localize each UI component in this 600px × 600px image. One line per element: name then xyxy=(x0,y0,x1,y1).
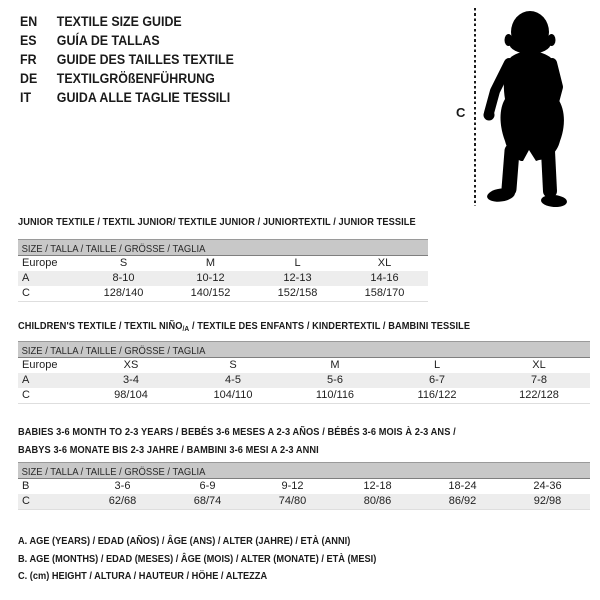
height-dashed-line xyxy=(474,8,476,206)
value-cell: 104/110 xyxy=(213,389,253,401)
language-code: ES xyxy=(20,33,37,48)
table-row-height-cm xyxy=(18,286,428,301)
table-row-europe xyxy=(18,358,590,373)
language-title: GUIDA ALLE TAGLIE TESSILI xyxy=(56,90,231,105)
value-cell: 6-7 xyxy=(429,374,445,386)
size-cell: XL xyxy=(532,359,546,371)
size-header-label: SIZE / TALLA / TAILLE / GRÖSSE / TAGLIA xyxy=(21,243,206,255)
junior-size-table xyxy=(18,239,428,302)
value-cell: 12-13 xyxy=(283,272,312,284)
table-row-age-months xyxy=(18,479,590,494)
table-row-age-years xyxy=(18,271,428,286)
value-cell: 4-5 xyxy=(225,374,241,386)
size-cell: XS xyxy=(123,359,139,371)
value-cell: 74/80 xyxy=(278,495,307,507)
row-label: C xyxy=(22,389,30,401)
value-cell: 12-18 xyxy=(363,480,392,492)
language-code: DE xyxy=(20,71,38,86)
row-label: Europe xyxy=(22,359,58,371)
table-row-height-cm xyxy=(18,388,590,403)
children-heading-subscript: /A xyxy=(182,324,190,333)
footnote-age-months: B. AGE (MONTHS) / EDAD (MESES) / ÂGE (MOIS) / ALTER (MONATE) / ETÀ (MESI) xyxy=(18,552,377,565)
footnote-height-cm: C. (cm) HEIGHT / ALTURA / HAUTEUR / HÖHE / ALTEZZA xyxy=(18,570,268,582)
value-cell: 7-8 xyxy=(531,374,547,386)
language-title: GUÍA DE TALLAS xyxy=(56,33,160,48)
size-cell: S xyxy=(229,359,237,371)
language-code: IT xyxy=(20,90,32,105)
value-cell: 3-4 xyxy=(123,374,139,386)
value-cell: 10-12 xyxy=(196,272,225,284)
language-code: EN xyxy=(20,14,38,29)
value-cell: 3-6 xyxy=(114,480,131,492)
size-cell: M xyxy=(205,257,216,269)
row-label: A xyxy=(22,272,30,284)
value-cell: 62/68 xyxy=(108,495,137,507)
row-label: Europe xyxy=(22,257,58,269)
value-cell: 140/152 xyxy=(190,287,231,299)
children-size-table xyxy=(18,341,590,404)
value-cell: 5-6 xyxy=(327,374,343,386)
baby-silhouette-icon xyxy=(479,3,591,211)
value-cell: 80/86 xyxy=(363,495,392,507)
footnote-legend xyxy=(18,533,376,586)
babies-size-table xyxy=(18,462,590,510)
value-cell: 86/92 xyxy=(448,495,477,507)
language-list xyxy=(20,12,234,107)
footnote-age-years: A. AGE (YEARS) / EDAD (AÑOS) / ÂGE (ANS) / ALTER (JAHRE) / ETÀ (ANNI) xyxy=(18,535,351,547)
size-cell: XL xyxy=(377,257,392,269)
language-title: TEXTILE SIZE GUIDE xyxy=(56,14,182,29)
children-table-heading xyxy=(18,320,470,333)
babies-heading-line2: BABYS 3-6 MONATE BIS 2-3 JAHRE / BAMBINI 3-6 MESI A 2-3 ANNI xyxy=(18,444,319,456)
value-cell: 116/122 xyxy=(417,389,457,401)
size-cell: L xyxy=(294,257,301,269)
children-heading-text: / TEXTILE DES ENFANTS / KINDERTEXTIL / BAMBINI TESSILE xyxy=(189,320,471,332)
language-row-en xyxy=(20,12,234,31)
junior-table-heading: JUNIOR TEXTILE / TEXTIL JUNIOR/ TEXTILE JUNIOR / JUNIORTEXTIL / JUNIOR TESSILE xyxy=(18,216,416,228)
value-cell: 14-16 xyxy=(370,272,399,284)
value-cell: 9-12 xyxy=(281,480,304,492)
babies-heading-line1: BABIES 3-6 MONTH TO 2-3 YEARS / BEBÉS 3-6 MESES A 2-3 AÑOS / BÉBÉS 3-6 MOIS À 2-3 ANS / xyxy=(18,426,456,438)
language-title: GUIDE DES TAILLES TEXTILE xyxy=(56,52,234,67)
children-heading-text: CHILDREN'S TEXTILE / TEXTIL NIÑO xyxy=(18,320,183,332)
language-row-de xyxy=(20,69,234,88)
value-cell: 128/140 xyxy=(103,287,144,299)
babies-table-heading xyxy=(18,423,456,459)
size-cell: M xyxy=(330,359,340,371)
value-cell: 92/98 xyxy=(533,495,562,507)
value-cell: 24-36 xyxy=(533,480,562,492)
language-row-fr xyxy=(20,50,234,69)
value-cell: 68/74 xyxy=(193,495,222,507)
value-cell: 152/158 xyxy=(277,287,318,299)
size-header-label: SIZE / TALLA / TAILLE / GRÖSSE / TAGLIA xyxy=(21,466,206,478)
value-cell: 8-10 xyxy=(112,272,135,284)
language-row-es xyxy=(20,31,234,50)
value-cell: 110/116 xyxy=(315,389,355,401)
row-label: A xyxy=(22,374,30,386)
value-cell: 18-24 xyxy=(448,480,477,492)
table-row-age-years xyxy=(18,373,590,388)
row-label: C xyxy=(22,287,30,299)
language-row-it xyxy=(20,88,234,107)
value-cell: 122/128 xyxy=(519,389,559,401)
value-cell: 6-9 xyxy=(199,480,216,492)
table-row-europe xyxy=(18,256,428,271)
language-title: TEXTILGRÖßENFÜHRUNG xyxy=(56,71,215,86)
table-row-height-cm xyxy=(18,494,590,509)
size-cell: S xyxy=(119,257,128,269)
value-cell: 98/104 xyxy=(114,389,148,401)
height-measure-label: C xyxy=(456,105,466,120)
size-header-bar xyxy=(18,239,428,256)
size-cell: L xyxy=(433,359,441,371)
size-header-bar xyxy=(18,341,590,358)
size-header-label: SIZE / TALLA / TAILLE / GRÖSSE / TAGLIA xyxy=(21,345,206,357)
size-header-bar xyxy=(18,462,590,479)
language-code: FR xyxy=(20,52,37,67)
row-label: B xyxy=(22,480,30,492)
value-cell: 158/170 xyxy=(364,287,405,299)
row-label: C xyxy=(22,495,30,507)
